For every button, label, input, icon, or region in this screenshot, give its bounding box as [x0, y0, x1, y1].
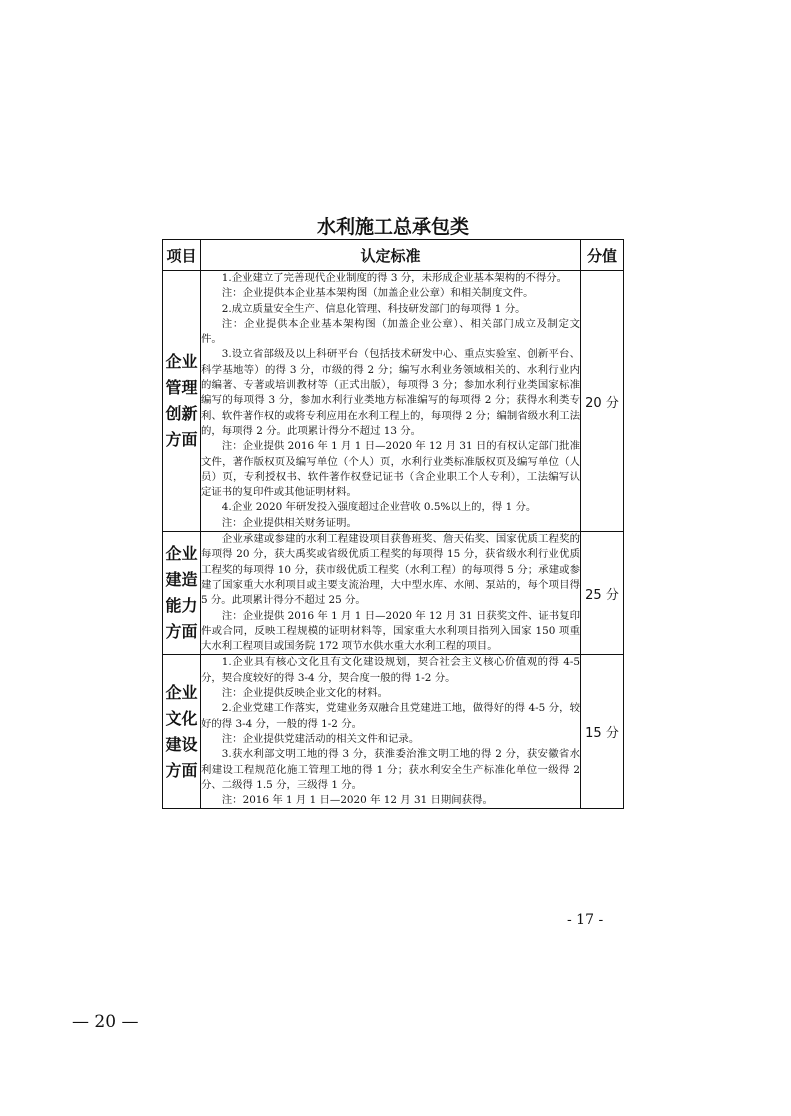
standard-paragraph: 注：2016 年 1 月 1 日—2020 年 12 月 31 日期间获得。: [221, 794, 493, 807]
table-row: [163, 532, 624, 655]
item-cell: [163, 655, 201, 809]
standard-paragraph: 注：企业提供 2016 年 1 月 1 日—2020 年 12 月 31 日的有权认定部门批准文件，著作版权页及编写单位（个人）页，水利行业类标准版权页及编写单位（人员）页，专利授权书、软件著作权登记证书（含企业职工个人专利），工法编写认定证书的复印件或其他证明材料。: [201, 440, 580, 499]
item-label-line: 企业: [165, 682, 198, 702]
item-label-line: 管理: [165, 378, 198, 398]
item-label-line: 方面: [165, 760, 198, 780]
item-label-line: 方面: [165, 622, 198, 642]
table-header-row: [163, 240, 624, 271]
item-label-line: 方面: [165, 430, 198, 450]
page-title: 水利施工总承包类: [316, 216, 469, 238]
item-cell: [163, 271, 201, 532]
standard-paragraph: 3.设立省部级及以上科研平台（包括技术研发中心、重点实验室、创新平台、科学基地等）的得 3 分，市级的得 2 分；编写水利业务领域相关的、水利行业内的编著、专著或培训教材等（正式出版），每项得 3 分；参加水利行业类国家标准编写的每项得 3 分，参加水利行业类地方标准编写的每项得 2 分；获得水利类专利、软件著作权的或将专利应用在水利工程上的，每项得 2 分；编制省级水利工法的，每项得 2 分。此项累计得分不超过 13 分。: [201, 348, 580, 437]
item-label-line: 建设: [165, 734, 198, 754]
criteria-table: [162, 239, 624, 809]
item-label-line: 建造: [165, 570, 198, 590]
standard-paragraph: 3.获水利部文明工地的得 3 分，获淮委治淮文明工地的得 2 分，获安徽省水利建设工程规范化施工管理工地的得 1 分；获水利安全生产标准化单位一级得 2 分、二级得 1.5 分，三级得 1 分。: [201, 748, 580, 791]
table-row: [163, 655, 624, 809]
standard-paragraph: 注：企业提供反映企业文化的材料。: [221, 687, 389, 700]
standard-paragraph: 注：企业提供相关财务证明。: [221, 516, 357, 529]
standard-paragraph: 1.企业具有核心文化且有文化建设规划，契合社会主义核心价值观的得 4-5 分，契合度较好的得 3-4 分，契合度一般的得 1-2 分。: [201, 656, 580, 684]
standard-paragraph: 注：企业提供本企业基本架构图（加盖企业公章）和相关制度文件。: [221, 287, 534, 300]
header-standard: 认定标准: [201, 240, 581, 271]
item-label-line: 企业: [165, 352, 198, 372]
standard-cell: [201, 271, 581, 532]
table-row: [163, 271, 624, 532]
page-number-outer: — 20 —: [72, 1012, 139, 1032]
standard-paragraph: 企业承建或参建的水利工程建设项目获鲁班奖、詹天佑奖、国家优质工程奖的每项得 20 分，获大禹奖或省级优质工程奖的每项得 15 分，获省级水利行业优质工程奖的每项得 10 分，获市级优质工程奖（水利工程）的每项得 5 分；承建或参建了国家重大水利项目或主要支流治理，大中型水库、水闸、泵站的，每个项目得 5 分。此项累计得分不超过 25 分。: [201, 533, 580, 607]
standard-paragraph: 2.企业党建工作落实，党建业务双融合且党建进工地，做得好的得 4-5 分，较好的得 3-4 分，一般的得 1-2 分。: [201, 702, 580, 730]
header-score: 分值: [581, 240, 624, 271]
item-cell: [163, 532, 201, 655]
standard-paragraph: 1.企业建立了完善现代企业制度的得 3 分，未形成企业基本架构的不得分。: [221, 272, 568, 284]
standard-paragraph: 2.成立质量安全生产、信息化管理、科技研发部门的每项得 1 分。: [221, 302, 526, 315]
standard-paragraph: 注：企业提供 2016 年 1 月 1 日—2020 年 12 月 31 日获奖文件、证书复印件或合同，反映工程规模的证明材料等，国家重大水利项目指列入国家 150 项重大水利工程项目或国务院 172 项节水供水重大水利工程的项目。: [201, 609, 580, 653]
item-label-line: 创新: [165, 404, 198, 424]
item-label-line: 企业: [165, 544, 198, 564]
standard-paragraph: 注：企业提供本企业基本架构图（加盖企业公章）、相关部门成立及制定文件。: [201, 317, 580, 346]
standard-paragraph: 注：企业提供党建活动的相关文件和记录。: [221, 732, 420, 745]
standard-cell: [201, 655, 581, 809]
item-label-line: 能力: [165, 596, 198, 616]
standard-cell: [201, 532, 581, 655]
page-number-inner: - 17 -: [567, 912, 604, 928]
header-item: 项目: [163, 240, 201, 271]
score-cell: 25 分: [581, 532, 624, 655]
item-label-line: 文化: [165, 708, 198, 728]
score-cell: 15 分: [581, 655, 624, 809]
standard-paragraph: 4.企业 2020 年研发投入强度超过企业营收 0.5%以上的，得 1 分。: [221, 501, 537, 514]
score-cell: 20 分: [581, 271, 624, 532]
table-body: [163, 271, 624, 809]
